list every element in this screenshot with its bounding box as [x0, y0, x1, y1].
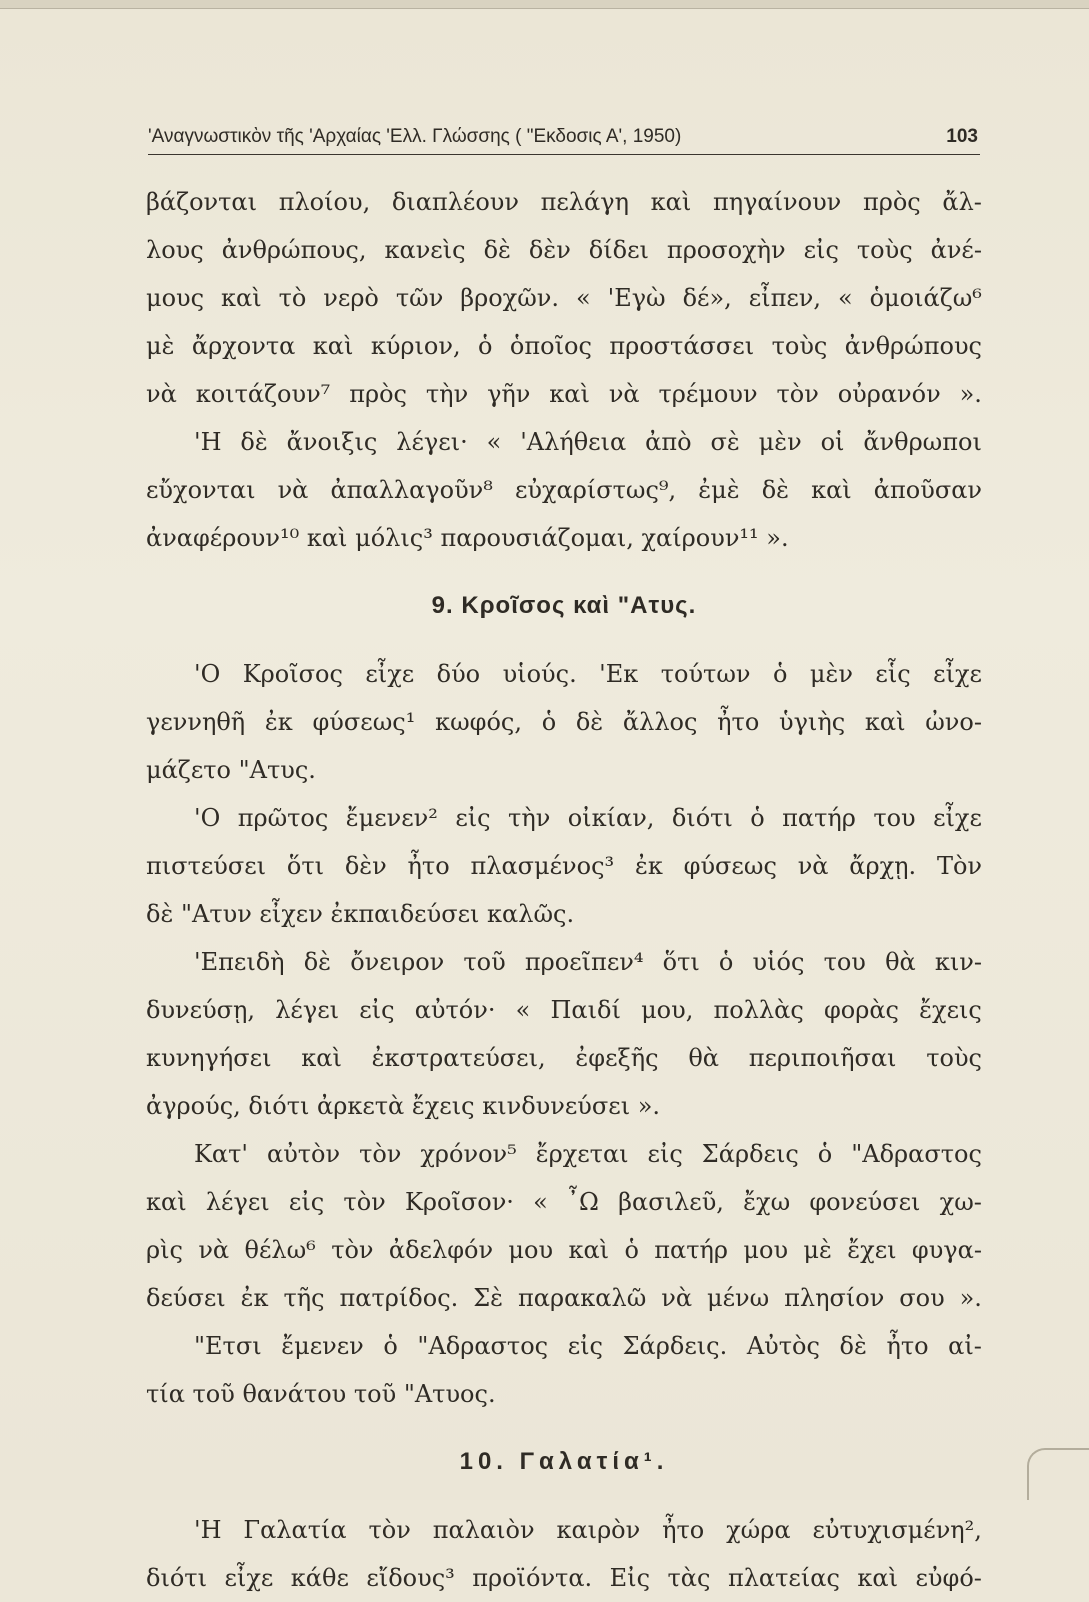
word: Παιδί	[550, 996, 621, 1024]
word: διότι	[671, 804, 733, 832]
word: εἶχε	[224, 1564, 274, 1592]
word: εἰς	[803, 236, 839, 264]
word: τοὺς	[856, 236, 913, 264]
word: ὑγιὴς	[778, 708, 846, 736]
word: κιν-	[934, 948, 982, 976]
word: του	[873, 804, 916, 832]
word: αἰ-	[948, 1332, 982, 1360]
text-line: ἀγρούς, διότι ἀρκετὰ ἔχεις κινδυνεύσει ».	[146, 1092, 661, 1120]
word: πλησίον	[784, 1284, 885, 1312]
word: μου	[508, 1236, 554, 1264]
word: νὰ	[797, 852, 829, 880]
word: εἰς	[288, 1188, 325, 1216]
word: 'Εγὼ	[607, 284, 666, 312]
word: καὶ	[549, 380, 590, 408]
word: εὐχαρίστως⁹,	[514, 476, 677, 504]
word: ἔρχεται	[535, 1140, 629, 1168]
word: ἄρχοντα	[191, 332, 296, 360]
word: Σάρδεις	[701, 1140, 799, 1168]
word: φύσεως¹	[312, 708, 416, 736]
word: Τὸν	[936, 852, 982, 880]
word: ἔχω	[743, 1188, 791, 1216]
word: ἦτο	[662, 1516, 705, 1544]
word: προεῖπεν⁴	[524, 948, 644, 976]
word: ὁ	[817, 1140, 833, 1168]
word: σὲ	[710, 428, 740, 456]
word: ὠνο-	[925, 708, 982, 736]
word: πολλὰς	[713, 996, 804, 1024]
word: προσοχὴν	[666, 236, 786, 264]
text-line	[146, 698, 982, 746]
word: ὅτι	[286, 852, 325, 880]
word: Σὲ	[473, 1284, 504, 1312]
word: τὸν	[331, 1236, 374, 1264]
word: εἰς	[455, 804, 491, 832]
word: καὶ	[146, 1188, 187, 1216]
word: Γαλατία	[243, 1516, 347, 1544]
word: χω-	[939, 1188, 982, 1216]
word: δὲ	[761, 476, 790, 504]
word: εὔχονται	[146, 476, 256, 504]
word: ἔμενεν²	[345, 804, 438, 832]
word: περιποιῆσαι	[748, 1044, 897, 1072]
text-line: δὲ "Ατυν εἶχεν ἐκπαιδεύσει καλῶς.	[146, 900, 575, 928]
header-title: 'Αναγνωστικὸν τῆς 'Αρχαίας 'Ελλ. Γλώσσης ( "Εκδοσις Α', 1950)	[148, 126, 682, 147]
word: τὸν	[776, 380, 819, 408]
text-line	[146, 466, 982, 514]
word: ἀποῦσαν	[873, 476, 982, 504]
word: δὲ	[839, 1332, 867, 1360]
word: θὰ	[885, 948, 916, 976]
word: ἐκστρατεύσει,	[371, 1044, 546, 1072]
word: ὄνειρον	[350, 948, 445, 976]
word: ἐκ	[264, 708, 293, 736]
word: ἐφεξῆς	[575, 1044, 659, 1072]
word: μὲ	[803, 1236, 832, 1264]
word: δέ»,	[682, 284, 732, 312]
word: 'Ο	[194, 804, 221, 832]
word: μου,	[641, 996, 694, 1024]
word: Κροῖσον·	[404, 1188, 514, 1216]
word: πρὸς	[349, 380, 407, 408]
word: πελάγη	[540, 188, 629, 216]
word: πατρίδος.	[339, 1284, 459, 1312]
word: πλασμένος³	[470, 852, 615, 880]
word: εἴδους³	[366, 1564, 455, 1592]
word: αὐτὸν	[266, 1140, 341, 1168]
word: 'Ο	[194, 660, 221, 688]
word: δὲν	[344, 852, 387, 880]
word: νὰ	[608, 380, 640, 408]
word: εἰς	[567, 1332, 603, 1360]
word: ὁ	[478, 332, 493, 360]
word: τὰς	[667, 1564, 711, 1592]
page-body	[146, 178, 982, 1602]
text-line	[146, 274, 982, 322]
word: ρὶς	[146, 1236, 183, 1264]
text-line	[146, 1178, 982, 1226]
word: πιστεύσει	[146, 852, 267, 880]
text-line	[146, 1274, 982, 1322]
word: ὁ	[750, 804, 765, 832]
running-header	[148, 124, 980, 155]
word: ἐμὲ	[698, 476, 740, 504]
word: τῆς	[283, 1284, 325, 1312]
word: εἶχε	[933, 804, 982, 832]
page-top-edge	[0, 0, 1089, 9]
word: δυνεύσῃ,	[146, 996, 256, 1024]
word: μένω	[706, 1284, 770, 1312]
word: εὐφό-	[915, 1564, 982, 1592]
word: «	[575, 284, 591, 312]
text-line	[146, 178, 982, 226]
word: φονεύσει	[809, 1188, 921, 1216]
word: ἦτο	[717, 708, 760, 736]
word: ἦτο	[407, 852, 450, 880]
word: παρακαλῶ	[518, 1284, 647, 1312]
word: γεννηθῆ	[146, 708, 246, 736]
word: ἀπαλλαγοῦν⁸	[330, 476, 493, 504]
word: ἀνθρώπους	[844, 332, 982, 360]
word: φυγα-	[911, 1236, 982, 1264]
text-line	[146, 1554, 982, 1602]
word: ἄρχῃ.	[849, 852, 917, 880]
word: δύο	[436, 660, 481, 688]
text-line: ἀναφέρουν¹⁰ καὶ μόλις³ παρουσιάζομαι, χαίρουν¹¹ ».	[146, 524, 789, 552]
word: τὸ	[278, 284, 307, 312]
word: πλατείας	[727, 1564, 840, 1592]
text-line	[146, 418, 982, 466]
word: ὅτι	[662, 948, 700, 976]
word: προϊόντα.	[472, 1564, 593, 1592]
word: τοὺς	[926, 1044, 982, 1072]
word: 'Επειδὴ	[194, 948, 285, 976]
word: ὁ	[772, 660, 788, 688]
word: δὲν	[528, 236, 571, 264]
text-line	[146, 1506, 982, 1554]
word: βάζονται	[146, 188, 258, 216]
word: εἶχε	[365, 660, 415, 688]
word: ὁ	[624, 1236, 639, 1264]
word: θὰ	[688, 1044, 719, 1072]
word: 'Αλήθεια	[520, 428, 627, 456]
word: πλοίου,	[278, 188, 371, 216]
word: δὲ	[575, 708, 604, 736]
word: 'Η	[194, 428, 222, 456]
word: τὸν	[359, 1140, 402, 1168]
word: θέλω⁶	[244, 1236, 316, 1264]
word: δὲ	[483, 236, 511, 264]
word: Κατ'	[194, 1140, 249, 1168]
word: κοιτάζουν⁷	[195, 380, 331, 408]
word: ἀπὸ	[645, 428, 692, 456]
word: ὁμοιάζω⁶	[869, 284, 982, 312]
word: σου	[899, 1284, 945, 1312]
word: τὸν	[343, 1188, 386, 1216]
word: «	[837, 284, 853, 312]
text-line	[146, 986, 982, 1034]
word: ἄνοιξις	[286, 428, 378, 456]
word: καὶ	[221, 284, 262, 312]
word: πρὸς	[862, 188, 921, 216]
word: κανεὶς	[384, 236, 466, 264]
text-line: τία τοῦ θανάτου τοῦ "Ατυος.	[146, 1380, 496, 1408]
word: υἱός	[752, 948, 805, 976]
word: κύριον,	[370, 332, 461, 360]
word: μους	[146, 284, 205, 312]
word: καὶ	[857, 1564, 899, 1592]
word: παλαιὸν	[432, 1516, 535, 1544]
word: λους	[146, 236, 204, 264]
word: ἄνθρωποι	[863, 428, 982, 456]
word: νερὸ	[323, 284, 379, 312]
word: "Αδραστος	[417, 1332, 549, 1360]
word: ἄλ-	[942, 188, 982, 216]
word: πηγαίνουν	[712, 188, 842, 216]
word: μὲ	[146, 332, 175, 360]
word: καὶ	[312, 332, 354, 360]
word: εἰς	[359, 996, 395, 1024]
word: υἱούς.	[502, 660, 577, 688]
word: ἀδελφόν	[388, 1236, 494, 1264]
word: καὶ	[864, 708, 906, 736]
word: ἐκ	[634, 852, 663, 880]
word: κωφός,	[435, 708, 522, 736]
word: δὲ	[240, 428, 268, 456]
word: φύσεως	[683, 852, 777, 880]
word: "Ετσι	[194, 1332, 262, 1360]
word: καὶ	[301, 1044, 342, 1072]
section-heading-10: 10. Γαλατία¹.	[459, 1448, 669, 1475]
word: προστάσσει	[609, 332, 755, 360]
page-number: 103	[946, 126, 978, 147]
word: τὴν	[508, 804, 551, 832]
word: πρῶτος	[237, 804, 329, 832]
text-line	[146, 938, 982, 986]
word: λέγει·	[396, 428, 468, 456]
word: ἔχεις	[919, 996, 982, 1024]
word: αὐτόν·	[414, 996, 496, 1024]
word: 'Εκ	[599, 660, 639, 688]
word: μὲν	[758, 428, 802, 456]
text-line	[146, 1034, 982, 1082]
word: τοὺς	[771, 332, 828, 360]
word: βροχῶν.	[460, 284, 559, 312]
text-line	[146, 1226, 982, 1274]
word: δίδει	[588, 236, 649, 264]
word: ἦτο	[886, 1332, 929, 1360]
word: Αὐτὸς	[746, 1332, 820, 1360]
word: Κροῖσος	[242, 660, 343, 688]
word: «	[533, 1188, 548, 1216]
word: διότι	[146, 1564, 207, 1592]
word: κυνηγήσει	[146, 1044, 272, 1072]
word: χώρα	[726, 1516, 791, 1544]
word: φορὰς	[823, 996, 899, 1024]
word: εἶχε	[933, 660, 982, 688]
word: λέγει	[275, 996, 340, 1024]
word: εἰς	[647, 1140, 683, 1168]
word: οἱ	[820, 428, 845, 456]
word: «	[486, 428, 502, 456]
word: ῏Ω	[567, 1188, 599, 1216]
word: «	[515, 996, 531, 1024]
word: δεύσει	[146, 1284, 226, 1312]
word: πατήρ	[654, 1236, 729, 1264]
word: λέγει	[205, 1188, 270, 1216]
text-line	[146, 370, 982, 418]
word: τοῦ	[463, 948, 506, 976]
word: ὁ	[718, 948, 734, 976]
word: ἔχει	[847, 1236, 897, 1264]
text-line	[146, 842, 982, 890]
word: ὁποῖος	[509, 332, 592, 360]
word: τούτων	[660, 660, 751, 688]
text-line	[146, 322, 982, 370]
word: "Αδραστος	[851, 1140, 982, 1168]
section-heading-9: 9. Κροῖσος καὶ "Ατυς.	[431, 592, 697, 619]
word: καὶ	[811, 476, 852, 504]
word: τρέμουν	[658, 380, 758, 408]
text-line	[146, 226, 982, 274]
word: οἰκίαν,	[567, 804, 655, 832]
word: εἶπεν,	[748, 284, 822, 312]
text-line	[146, 1322, 982, 1370]
word: νὰ	[661, 1284, 693, 1312]
word: κάθε	[290, 1564, 349, 1592]
word: ὁ	[541, 708, 557, 736]
text-line	[146, 1130, 982, 1178]
word: ἀνθρώπους,	[221, 236, 367, 264]
word: καιρὸν	[556, 1516, 641, 1544]
word: ἄλλος	[622, 708, 698, 736]
word: καὶ	[650, 188, 692, 216]
word: δὲ	[303, 948, 332, 976]
word: ἔμενεν	[281, 1332, 364, 1360]
word: καὶ	[568, 1236, 610, 1264]
word: πατήρ	[782, 804, 856, 832]
word: τὴν	[425, 380, 469, 408]
word: ».	[959, 380, 982, 408]
word: νὰ	[198, 1236, 230, 1264]
word: ὁ	[383, 1332, 398, 1360]
word: νὰ	[277, 476, 309, 504]
word: νὰ	[146, 380, 177, 408]
word: γῆν	[487, 380, 531, 408]
word: διαπλέουν	[391, 188, 519, 216]
word: 'Η	[194, 1516, 222, 1544]
word: οὐρανόν	[837, 380, 941, 408]
text-line	[146, 650, 982, 698]
word: βασιλεῦ,	[618, 1188, 724, 1216]
paper-clip-mark	[1027, 1448, 1089, 1500]
word: ἐκ	[240, 1284, 269, 1312]
word: τὸν	[368, 1516, 411, 1544]
word: χρόνον⁵	[420, 1140, 517, 1168]
text-line: μάζετο "Ατυς.	[146, 756, 316, 784]
word: εὐτυχισμένη²,	[812, 1516, 982, 1544]
word: τῶν	[395, 284, 444, 312]
text-line	[146, 794, 982, 842]
word: του	[823, 948, 866, 976]
word: εἷς	[875, 660, 911, 688]
word: μὲν	[809, 660, 853, 688]
word: Σάρδεις.	[622, 1332, 728, 1360]
word: Εἰς	[609, 1564, 651, 1592]
word: ἀνέ-	[930, 236, 982, 264]
word: ».	[959, 1284, 982, 1312]
word: μου	[743, 1236, 789, 1264]
